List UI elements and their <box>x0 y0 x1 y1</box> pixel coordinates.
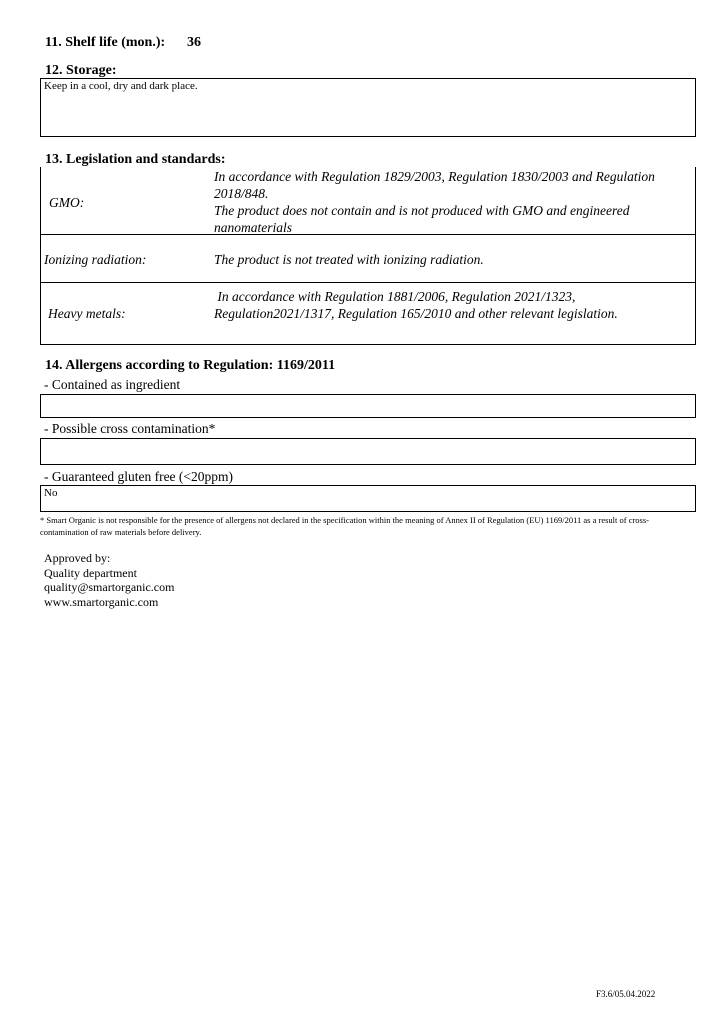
approved-by: Approved by: <box>44 551 111 565</box>
email: quality@smartorganic.com <box>44 580 175 594</box>
ionizing-text: The product is not treated with ionizing radiation. <box>214 252 484 267</box>
ionizing-label: Ionizing radiation: <box>44 252 147 267</box>
allergens-heading: 14. Allergens according to Regulation: 1169/2011 <box>45 358 336 373</box>
legislation-table <box>40 167 696 345</box>
shelf-life-value: 36 <box>187 35 201 50</box>
gmo-text-2: The product does not contain and is not produced with GMO and engineered nanomaterials <box>214 203 630 235</box>
gluten-free-value: No <box>44 487 58 499</box>
approval-block <box>44 551 174 609</box>
website: www.smartorganic.com <box>44 594 159 609</box>
row-divider <box>41 282 695 283</box>
cross-contamination-box <box>40 438 696 465</box>
storage-box <box>40 78 696 137</box>
department: Quality department <box>44 565 137 580</box>
allergens-footnote: * Smart Organic is not responsible for the presence of allergens not declared in the specification within the meaning of Annex II of Regulation (EU) 1169/2011 as a result of cross-contamination of raw materials before delivery. <box>40 515 649 537</box>
gmo-text <box>214 168 692 236</box>
contained-label: - Contained as ingredient <box>44 377 181 392</box>
legislation-heading: 13. Legislation and standards: <box>45 152 226 167</box>
heavy-metals-text: In accordance with Regulation 1881/2006, Regulation 2021/1323, Regulation2021/1317, Regulation 165/2010 and other relevant legislation. <box>214 289 618 321</box>
storage-heading: 12. Storage: <box>45 63 117 78</box>
heavy-metals-label: Heavy metals: <box>48 306 126 321</box>
gmo-label: GMO: <box>49 195 85 210</box>
cross-contamination-label: - Possible cross contamination* <box>44 421 216 436</box>
gluten-free-box <box>40 485 696 512</box>
row-divider <box>41 234 695 235</box>
gmo-text-1: In accordance with Regulation 1829/2003, Regulation 1830/2003 and Regulation 2018/848. <box>214 169 655 201</box>
gluten-free-label: - Guaranteed gluten free (<20ppm) <box>44 469 234 484</box>
storage-text: Keep in a cool, dry and dark place. <box>44 80 198 92</box>
form-code: F3.6/05.04.2022 <box>596 989 656 999</box>
contained-box <box>40 394 696 418</box>
shelf-life-label: 11. Shelf life (mon.): <box>45 35 166 50</box>
